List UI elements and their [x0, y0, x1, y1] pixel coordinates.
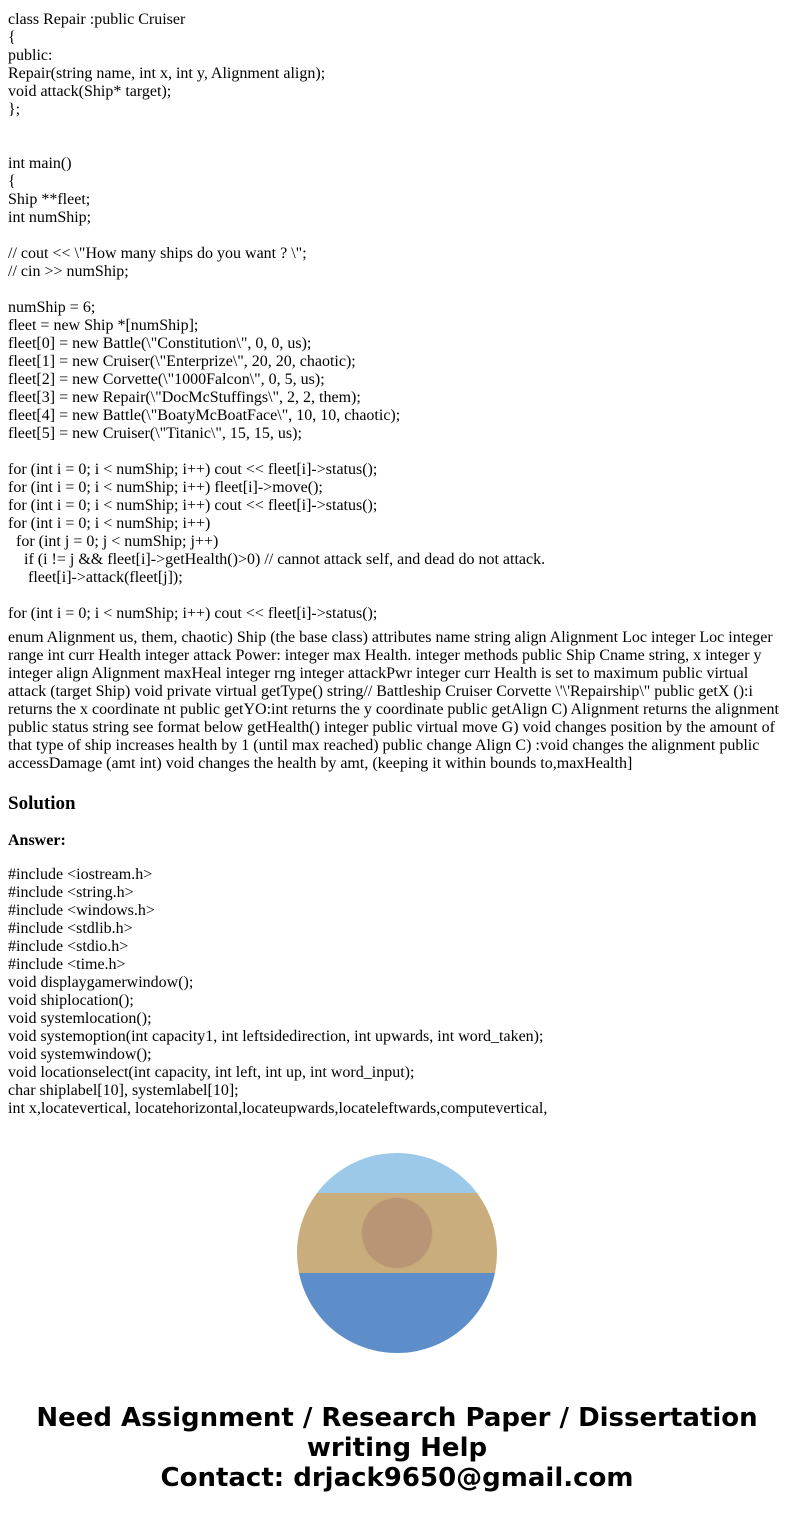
- code-line: void displaygamerwindow();: [8, 974, 194, 991]
- code-line: Ship **fleet;: [8, 191, 91, 208]
- code-line: int x,locatevertical, locatehorizontal,locateupwards,locateleftwards,computevertical,: [8, 1100, 548, 1117]
- footer-line-2: writing Help: [306, 1433, 488, 1463]
- code-line: [8, 281, 786, 299]
- code-line: for (int i = 0; i < numShip; i++): [8, 515, 211, 532]
- code-line: #include <string.h>: [8, 884, 134, 901]
- question-paragraph: enum Alignment us, them, chaotic) Ship (the base class) attributes name string align Alignment Loc integer Loc integer range int curr Health integer attack Power: integer max Health. integer methods public Ship Cname string, x integer y integer align Alignment maxHeal integer rng integer attackPwr integer curr Health is set to maximum public virtual attack (target Ship) void private virtual getType() string// Battleship Cruiser Corvette \'\'Repairship\" public getX ():i returns the x coordinate nt public getYO:int returns the y coordinate public getAlign C) Alignment returns the alignment public status string see format below getHealth() integer public virtual move G) void changes position by the amount of that type of ship increases health by 1 (until max reached) public change Align C) :void changes the alignment public accessDamage (amt int) void changes the health by amt, (keeping it within bounds to,maxHealth]: [8, 629, 779, 772]
- code-line: [8, 227, 786, 245]
- code-line: // cout << \"How many ships do you want ? \";: [8, 245, 307, 262]
- code-line: #include <iostream.h>: [8, 866, 153, 883]
- code-line: [8, 137, 786, 155]
- code-line: void attack(Ship* target);: [8, 83, 172, 100]
- author-photo: [297, 1153, 497, 1353]
- code-line: for (int i = 0; i < numShip; i++) cout << fleet[i]->status();: [8, 605, 378, 622]
- code-line: class Repair :public Cruiser: [8, 11, 186, 28]
- code-line: #include <stdlib.h>: [8, 920, 133, 937]
- code-line: // cin >> numShip;: [8, 263, 129, 280]
- code-line: void systemlocation();: [8, 1010, 152, 1027]
- code-line: #include <stdio.h>: [8, 938, 129, 955]
- code-line: if (i != j && fleet[i]->getHealth()>0) // cannot attack self, and dead do not attack.: [8, 551, 546, 568]
- footer-contact: Contact: drjack9650@gmail.com: [160, 1463, 634, 1493]
- code-line: for (int i = 0; i < numShip; i++) fleet[i]->move();: [8, 479, 323, 496]
- code-line: void systemwindow();: [8, 1046, 152, 1063]
- code-line: fleet = new Ship *[numShip];: [8, 317, 199, 334]
- code-line: #include <windows.h>: [8, 902, 155, 919]
- code-line: {: [8, 29, 16, 46]
- code-line: for (int i = 0; i < numShip; i++) cout << fleet[i]->status();: [8, 497, 378, 514]
- code-line: int numShip;: [8, 209, 92, 226]
- code-line: int main(): [8, 155, 72, 172]
- answer-label: Answer:: [8, 832, 66, 849]
- code-line: for (int j = 0; j < numShip; j++): [8, 533, 219, 550]
- code-line: fleet[3] = new Repair(\"DocMcStuffings\", 2, 2, them);: [8, 389, 361, 406]
- code-line: fleet[2] = new Corvette(\"1000Falcon\", 0, 5, us);: [8, 371, 325, 388]
- footer-banner: [0, 1403, 794, 1493]
- code-line: Repair(string name, int x, int y, Alignment align);: [8, 65, 326, 82]
- code-line: {: [8, 173, 16, 190]
- solution-heading: Solution: [8, 793, 76, 814]
- code-line: void shiplocation();: [8, 992, 134, 1009]
- code-line: fleet[i]->attack(fleet[j]);: [8, 569, 183, 586]
- code-line: [8, 443, 786, 461]
- question-code: [8, 11, 786, 623]
- code-line: fleet[1] = new Cruiser(\"Enterprize\", 20, 20, chaotic);: [8, 353, 356, 370]
- footer-line-1: Need Assignment / Research Paper / Dissertation: [36, 1403, 758, 1433]
- code-line: [8, 587, 786, 605]
- code-line: void systemoption(int capacity1, int leftsidedirection, int upwards, int word_taken);: [8, 1028, 544, 1045]
- code-line: #include <time.h>: [8, 956, 126, 973]
- code-line: fleet[5] = new Cruiser(\"Titanic\", 15, 15, us);: [8, 425, 302, 442]
- answer-code: [8, 866, 786, 1122]
- code-line: numShip = 6;: [8, 299, 96, 316]
- code-line: fleet[4] = new Battle(\"BoatyMcBoatFace\", 10, 10, chaotic);: [8, 407, 401, 424]
- code-line: public:: [8, 47, 53, 64]
- code-line: void locationselect(int capacity, int left, int up, int word_input);: [8, 1064, 415, 1081]
- code-line: };: [8, 101, 21, 118]
- code-line: fleet[0] = new Battle(\"Constitution\", 0, 0, us);: [8, 335, 312, 352]
- code-line: for (int i = 0; i < numShip; i++) cout << fleet[i]->status();: [8, 461, 378, 478]
- code-line: char shiplabel[10], systemlabel[10];: [8, 1082, 239, 1099]
- code-line: [8, 119, 786, 137]
